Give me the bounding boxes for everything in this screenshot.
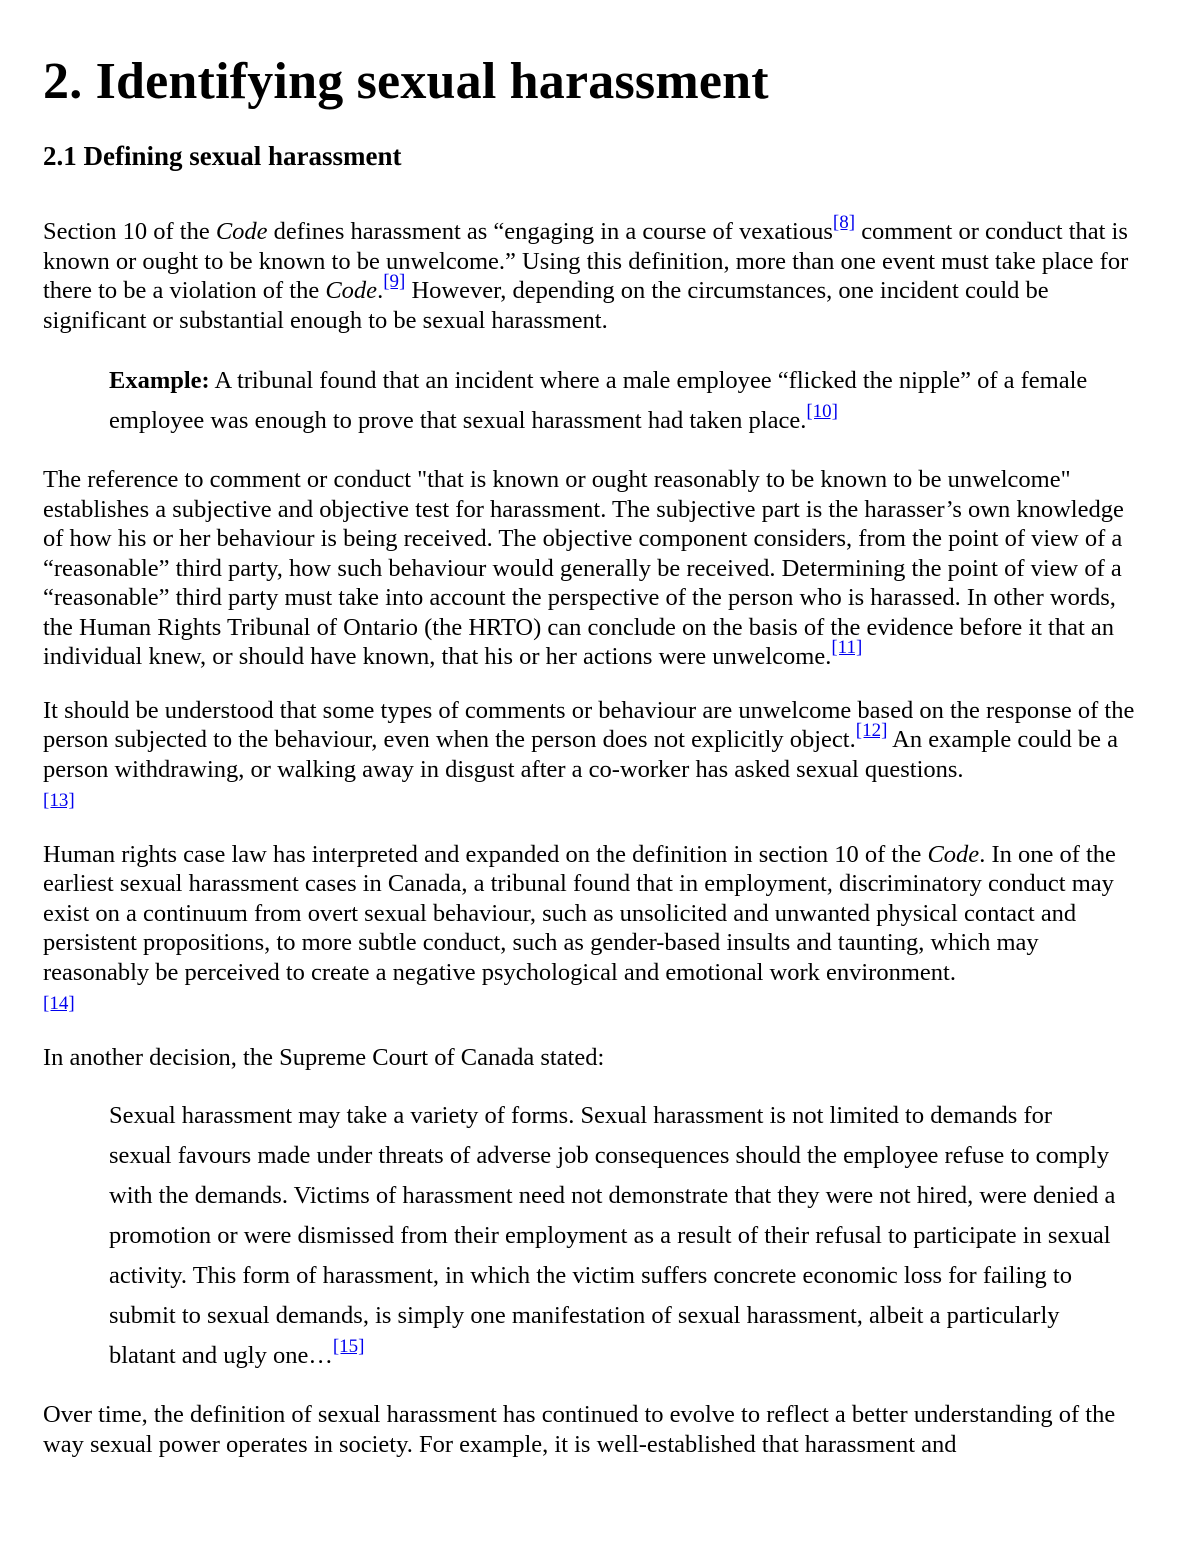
paragraph-over-time: Over time, the definition of sexual harassment has continued to evolve to reflect a better understanding of the way sexual power operates in society. For example, it is well-established that harassment and [43, 1401, 1116, 1458]
example-text: A tribunal found that an incident where a male employee “flicked the nipple” of a female employee was enough to prove that sexual harassment had taken place. [109, 367, 1088, 434]
example-label: Example: [109, 367, 210, 394]
footnote-link-11[interactable]: [11] [831, 636, 863, 658]
paragraph-test [43, 465, 1150, 672]
footnote-link-12[interactable]: [12] [855, 719, 888, 741]
text-run: The reference to comment or conduct "that is known or ought reasonably to be known to be unwelcome" establishes a subjective and objective test for harassment. The subjective part is the harasser’s own knowledge of how his or her behaviour is being received. The objective component considers, from the point of view of a “reasonable” third party, how such behaviour would generally be received. Determining the point of view of a “reasonable” third party must take into account the perspective of the person who is harassed. In other words, the Human Rights Tribunal of Ontario (the HRTO) can conclude on the basis of the evidence before it that an individual knew, or should have known, that his or her actions were unwelcome. [43, 466, 1124, 670]
text-run: However, depending on the circumstances, one incident could be significant or substantial enough to be sexual harassment. [43, 277, 1049, 334]
footnote-link-15[interactable]: [15] [332, 1335, 365, 1357]
paragraph-section-10 [43, 211, 1150, 335]
text-run: It should be understood that some types of comments or behaviour are unwelcome based on the response of the person subjected to the behaviour, even when the person does not explicitly object. [43, 696, 1135, 753]
section-heading: 2.1 Defining sexual harassment [43, 141, 402, 171]
text-run: defines harassment as “engaging in a course of vexatious [267, 218, 833, 245]
code-italic: Code [325, 277, 378, 304]
footnote-link-9[interactable]: [9] [383, 270, 406, 292]
page-title: 2. Identifying sexual harassment [43, 53, 769, 110]
quote-text: Sexual harassment may take a variety of forms. Sexual harassment is not limited to demands for sexual favours made under threats of adverse job consequences should the employee refuse to comply with the demands. Victims of harassment need not demonstrate that they were not hired, were denied a promotion or were dismissed from their employment as a result of their refusal to participate in sexual activity. This form of harassment, in which the victim suffers concrete economic loss for failing to submit to sexual demands, is simply one manifestation of sexual harassment, albeit a particularly blatant and ugly one… [109, 1102, 1116, 1369]
text-run: Human rights case law has interpreted and expanded on the definition in section 10 of the [43, 840, 928, 868]
code-italic: Code [215, 218, 268, 245]
paragraph-unwelcome [43, 696, 1150, 816]
footnote-link-10[interactable]: [10] [806, 400, 838, 422]
text-run: comment or conduct that is known or ought to be known to be unwelcome.” Using this definition, more than one event must take place for there to be a violation of the [43, 218, 1129, 304]
code-italic: Code [927, 840, 980, 868]
text-run: An example could be a person withdrawing, or walking away in disgust after a co-worker has asked sexual questions. [43, 726, 1119, 783]
paragraph-case-law [43, 840, 1150, 1019]
text-run: . [377, 277, 384, 304]
example-block [109, 361, 1150, 441]
paragraph-supreme-court: In another decision, the Supreme Court of Canada stated: [43, 1043, 605, 1071]
text-run: . In one of the earliest sexual harassment cases in Canada, a tribunal found that in employment, discriminatory conduct may exist on a continuum from overt sexual behaviour, such as unsolicited and unwanted physical contact and persistent propositions, to more subtle conduct, such as gender-based insults and taunting, which may reasonably be perceived to create a negative psychological and emotional work environment. [43, 840, 1116, 986]
footnote-link-13[interactable]: [13] [43, 790, 75, 811]
footnote-link-8[interactable]: [8] [832, 211, 856, 233]
text-run: Section 10 of the [43, 218, 216, 245]
block-quote [109, 1096, 1150, 1376]
footnote-link-14[interactable]: [14] [43, 993, 75, 1014]
